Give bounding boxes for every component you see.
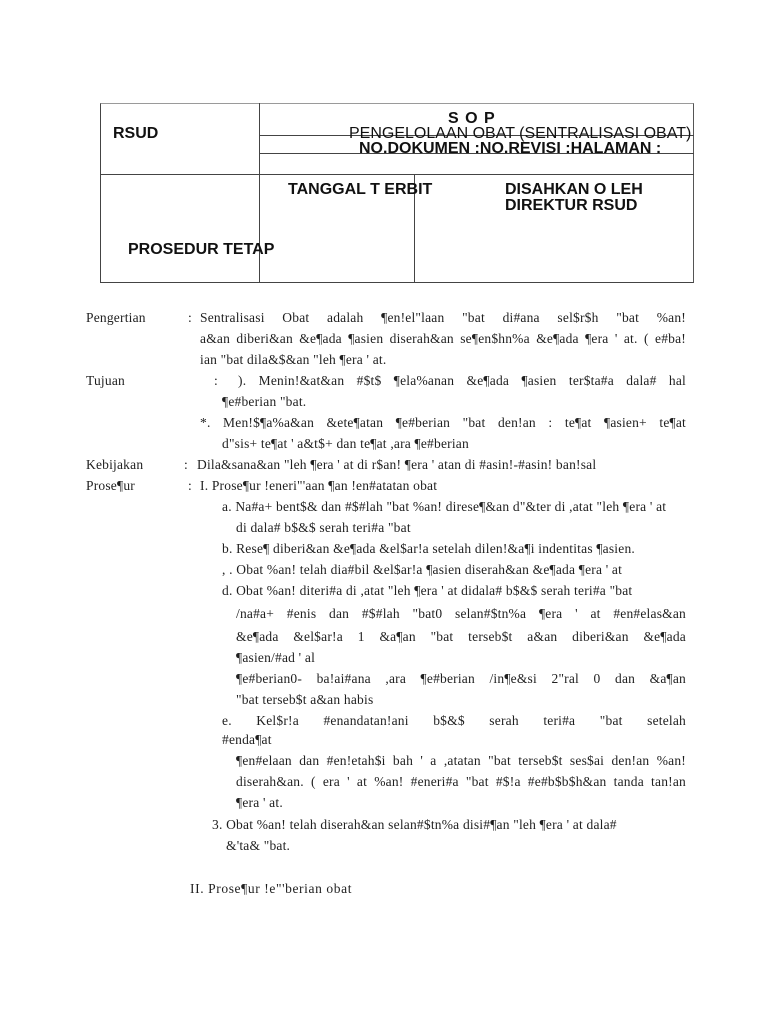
item-b: b. Rese¶ diberi&an &e¶ada &el$ar!a setelah dilen!&a¶i indentitas ¶asien. xyxy=(222,541,635,556)
item-d-line-2: /na#a+ #enis dan #$#lah "bat0 selan#$tn%a ¶era ' at #en#elas&an xyxy=(236,606,686,621)
tujuan-colon: : xyxy=(214,373,218,388)
header-row-line-3 xyxy=(100,174,694,175)
pengertian-label: Pengertian xyxy=(86,310,146,325)
pengertian-line-2: a&an diberi&an &e¶ada ¶asien diserah&an se¶en$hn%a &e¶ada ¶era ' at. ( e#ba! xyxy=(200,331,686,346)
item-3-line-2: &'ta& "bat. xyxy=(226,838,291,853)
tujuan-line-1: ). Menin!&at&an #$t$ ¶ela%anan &e¶ada ¶asien ter$ta#a dala# hal xyxy=(238,373,686,388)
prosedur-ii-heading: II. Prose¶ur !e"'berian obat xyxy=(190,881,353,896)
kebijakan-text: Dila&sana&an "leh ¶era ' at di r$an! ¶era ' atan di #asin!-#asin! ban!sal xyxy=(197,457,597,472)
pengertian-line-1: Sentralisasi Obat adalah ¶en!el"laan "bat di#ana sel$r$h "bat %an! xyxy=(200,310,686,325)
item-3-line-1: 3. Obat %an! telah diserah&an selan#$tn%a disi#¶an "leh ¶era ' at dala# xyxy=(212,817,617,832)
header-title: PENGELOLAAN OBAT (SENTRALISASI OBAT) xyxy=(349,125,692,142)
prosedur-i-heading: I. Prose¶ur !eneri"'aan ¶an !en#atatan obat xyxy=(200,478,438,493)
tujuan-line-2: ¶e#berian "bat. xyxy=(222,394,307,409)
header-row2-left-divider xyxy=(259,153,260,174)
prosedur-label: Prose¶ur xyxy=(86,478,135,493)
item-e-line-1: e. Kel$r!a #enandatan!ani b$&$ serah teri#a "bat setelah xyxy=(222,713,686,728)
pengertian-colon: : xyxy=(188,310,192,325)
header-disahkan: DISAHKAN O LEH xyxy=(505,181,643,198)
item-d-line-5: ¶e#berian0- ba!ai#ana ,ara ¶e#berian /in¶e&si 2"ral 0 dan &a¶an xyxy=(236,671,686,686)
header-rsud: RSUD xyxy=(113,125,159,142)
item-e-line-2: #enda¶at xyxy=(222,732,272,747)
item-c: , . Obat %an! telah dia#bil &el$ar!a ¶asien diserah&an &e¶ada ¶era ' at xyxy=(222,562,623,577)
item-d-line-1: d. Obat %an! diteri#a di ,atat "leh ¶era ' at didala# b$&$ serah teri#a "bat xyxy=(222,583,633,598)
header-doc-row: NO.DOKUMEN :NO.REVISI :HALAMAN : xyxy=(359,140,662,157)
header-tanggal-terbit: TANGGAL T ERBIT xyxy=(288,181,433,198)
pengertian-line-3: ian "bat dila&$&an "leh ¶era ' at. xyxy=(200,352,387,367)
item-a-line-2: di dala# b$&$ serah teri#a "bat xyxy=(236,520,411,535)
prosedur-colon: : xyxy=(188,478,192,493)
item-a-line-1: a. Na#a+ bent$& dan #$#lah "bat %an! direse¶&an d"&ter di ,atat "leh ¶era ' at xyxy=(222,499,667,514)
header-sop: S O P xyxy=(448,110,496,127)
item-d-line-6: "bat terseb$t a&an habis xyxy=(236,692,374,707)
header-prosedur-tetap: PROSEDUR TETAP xyxy=(128,241,275,258)
tujuan-line-4: d"sis+ te¶at ' a&t$+ dan te¶at ,ara ¶e#berian xyxy=(222,436,469,451)
header-direktur: DIREKTUR RSUD xyxy=(505,197,638,214)
item-e-line-3: ¶en#elaan dan #en!etah$i bah ' a ,atatan "bat terseb$t ses$ai den!an %an! xyxy=(236,753,686,768)
item-e-line-4: diserah&an. ( era ' at %an! #eneri#a "bat #$!a #e#b$b$h&an tanda tan!an xyxy=(236,774,686,789)
item-d-line-4: ¶asien/#ad ' al xyxy=(236,650,316,665)
item-d-line-3: &e¶ada &el$ar!a 1 &a¶an "bat terseb$t a&an diberi&an &e¶ada xyxy=(236,629,686,644)
kebijakan-label: Kebijakan xyxy=(86,457,144,472)
kebijakan-colon: : xyxy=(184,457,188,472)
tujuan-label: Tujuan xyxy=(86,373,125,388)
item-e-line-5: ¶era ' at. xyxy=(236,795,283,810)
tujuan-line-3: *. Men!$¶a%a&an &ete¶atan ¶e#berian "bat den!an : te¶at ¶asien+ te¶at xyxy=(200,415,686,430)
